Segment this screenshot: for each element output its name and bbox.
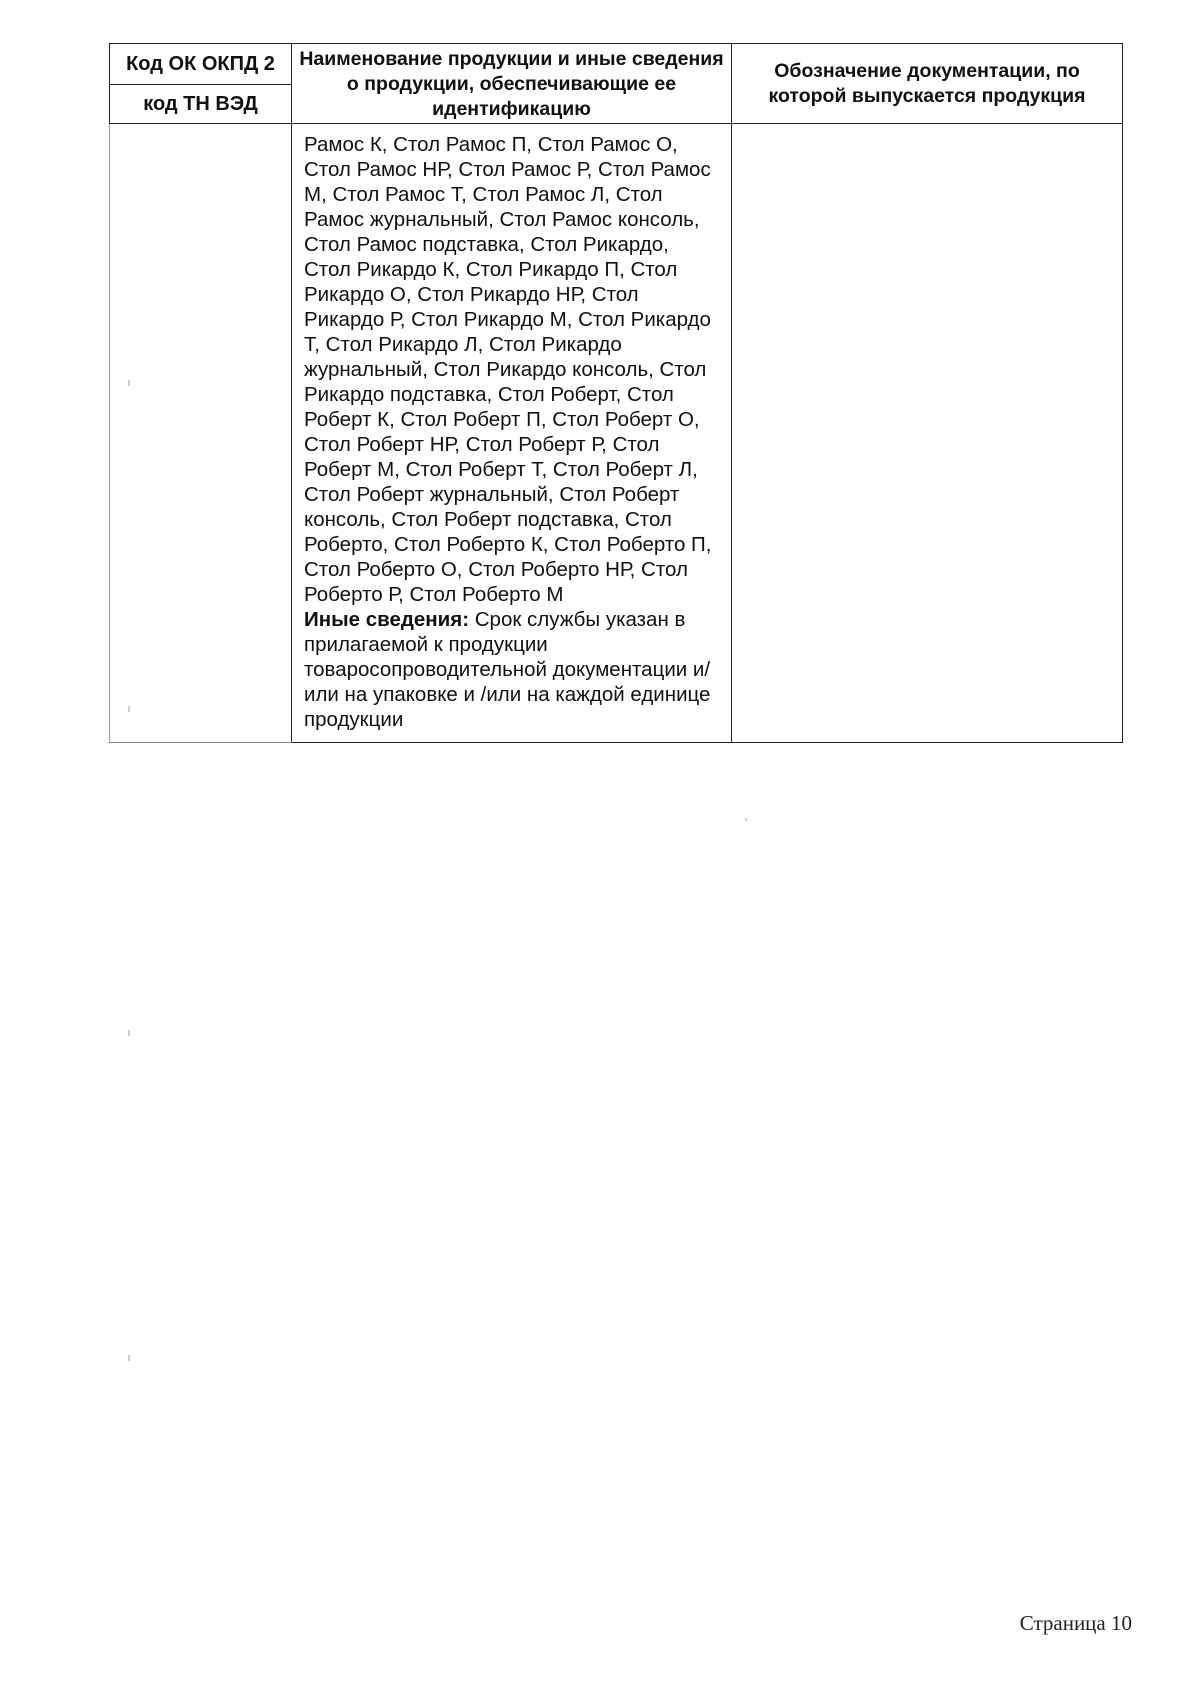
product-table [109,43,1123,743]
product-table-wrapper [109,43,1122,743]
page-number: Страница 10 [1019,1611,1132,1635]
header-tnved-code: код ТН ВЭД [110,85,292,124]
other-info-text: Срок службы указан в прилагаемой к продукции товаросопроводительной документации и/или на упаковке и /или на каждой единице продукции [304,608,711,731]
header-row-1 [110,44,1123,85]
product-documentation-cell [732,124,1123,743]
product-description-cell [292,124,732,743]
scan-speck [128,1355,130,1361]
other-info-label: Иные сведения: [304,608,470,631]
product-code-cell [110,124,292,743]
scan-speck [128,1030,130,1036]
header-okpd-code: Код ОК ОКПД 2 [110,44,292,85]
scan-speck [745,818,747,821]
scan-speck [128,706,130,712]
product-list-text: Рамос К, Стол Рамос П, Стол Рамос О, Стол Рамос НР, Стол Рамос Р, Стол Рамос М, Стол Рамос Т, Стол Рамос Л, Стол Рамос журнальный, Стол Рамос консоль, Стол Рамос подставка, Стол Рикардо, Стол Рикардо К, Стол Рикардо П, Стол Рикардо О, Стол Рикардо НР, Стол Рикардо Р, Стол Рикардо М, Стол Рикардо Т, Стол Рикардо Л, Стол Рикардо журнальный, Стол Рикардо консоль, Стол Рикардо подставка, Стол Роберт, Стол Роберт К, Стол Роберт П, Стол Роберт О, Стол Роберт НР, Стол Роберт Р, Стол Роберт М, Стол Роберт Т, Стол Роберт Л, Стол Роберт журнальный, Стол Роберт консоль, Стол Роберт подставка, Стол Роберто, Стол Роберто К, Стол Роберто П, Стол Роберто О, Стол Роберто НР, Стол Роберто Р, Стол Роберто М [304,133,712,606]
header-documentation: Обозначение документации, по которой выпускается продукция [732,44,1123,124]
scan-speck [128,380,130,386]
header-product-name: Наименование продукции и иные сведения о продукции, обеспечивающие ее идентификацию [292,44,732,124]
product-row [110,124,1123,743]
